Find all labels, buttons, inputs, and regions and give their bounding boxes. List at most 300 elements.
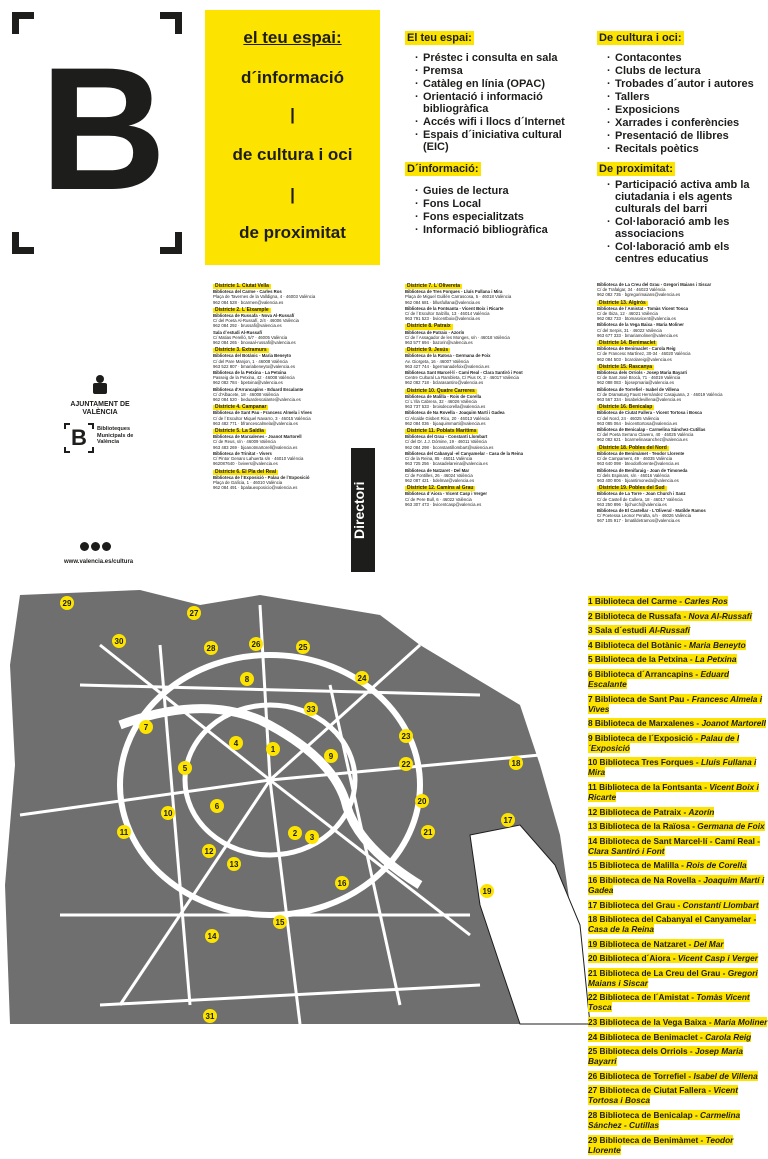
library-contact[interactable]: 962 082 718 · bclarasantiro@valencia.es (405, 380, 484, 386)
legend-library: 16 Biblioteca de Na Rovella - (588, 874, 704, 885)
legend-item (588, 968, 768, 988)
map-marker-23[interactable] (399, 729, 413, 743)
library-contact[interactable]: 962 084 298 · bconstantillombart@valencia.es (405, 444, 494, 450)
library-entry (405, 370, 585, 386)
library-entry (405, 330, 585, 346)
district-heading: Districte 11. Poblats Marítims (407, 428, 477, 435)
library-address: C/ de la Reina, 85 · 46011 València (405, 456, 473, 462)
library-contact[interactable]: 962 084 528 · bcarmen@valencia.es (213, 299, 284, 305)
legend-library: 13 Biblioteca de la Raïosa - (588, 821, 698, 832)
library-entry (597, 508, 768, 524)
library-contact[interactable]: 963 577 694 · bazorin@valencia.es (405, 340, 473, 346)
legend-person: La Petxina (694, 654, 737, 665)
cultura-item: · Trobades d´autor i autores (597, 78, 768, 90)
legend-library: 3 Sala d´estudi (588, 625, 649, 636)
library-name: Biblioteca de Russafa - Nova Al-Russafí (213, 313, 295, 319)
library-name: Sala d´estudi Al-Russafí (213, 329, 263, 335)
legend-person: Maria Moliner (713, 1017, 768, 1028)
espai-item: · Catàleg en línia (OPAC) (405, 78, 585, 90)
library-entry (597, 468, 768, 484)
library-entry (597, 346, 768, 362)
map-marker-14[interactable] (205, 929, 219, 943)
library-address: C/ Matias Perelló, 5/7 · 46005 València (213, 334, 288, 340)
svg-text:8: 8 (244, 675, 250, 684)
legend-item (588, 611, 768, 621)
library-address: C/ Poetessa Leonor Peralta, s/n · 46026 València (597, 513, 692, 519)
library-address: C/ del Poeta Al-Russafí, 2/4 · 46006 València (213, 318, 299, 324)
svg-text:21: 21 (423, 828, 433, 837)
legend-person: Carles Ros (684, 596, 728, 606)
legend-person: Vicent Boix i Ricarte (588, 781, 759, 802)
library-address: Passeig de la Petxina, 42 · 46008 València (213, 375, 295, 381)
map-marker-3[interactable] (305, 830, 319, 844)
library-address: C/ de Reus, s/n · 46009 València (213, 439, 276, 445)
svg-text:23: 23 (401, 732, 411, 741)
corner-bottom-left (12, 232, 34, 254)
map-marker-1[interactable] (266, 742, 280, 756)
legend-item (588, 939, 768, 949)
cultura-item: · Contacontes (597, 52, 768, 64)
library-name: Biblioteca del Botànic - Maria Beneyto (213, 353, 292, 359)
map-marker-24[interactable] (355, 671, 369, 685)
district-heading: Districte 3. Extramurs (215, 347, 267, 354)
legend-library: 6 Biblioteca d´Arrancapins - (588, 668, 701, 679)
library-entry (213, 330, 343, 346)
proximitat-item: · Col·laboració amb els centres educatius (597, 241, 768, 265)
svg-text:2: 2 (292, 829, 298, 838)
svg-text:18: 18 (511, 759, 521, 768)
legend-person: Tomàs Vicent Tosca (588, 992, 750, 1013)
proximitat-title: De proximitat: (599, 163, 673, 175)
library-contact[interactable]: 963 250 896 · bjchurch@valencia.es (597, 501, 667, 507)
informacio-item: · Fons especialitzats (405, 211, 585, 223)
library-name: Biblioteca de Benicalap - Carmelina Sánchez-Cutillas (597, 427, 706, 433)
library-entry (405, 451, 585, 467)
legend-item (588, 875, 768, 895)
library-contact[interactable]: 963 522 807 · bmariabeneyto@valencia.es (213, 363, 295, 369)
library-address: C/ de l´Escultor Miquel Navarro, 3 · 46015 València (213, 415, 311, 421)
map-marker-33[interactable] (304, 702, 318, 716)
map-marker-9[interactable] (324, 749, 338, 763)
map-marker-6[interactable] (210, 799, 224, 813)
website-link[interactable]: www.valencia.es/cultura (64, 559, 134, 565)
svg-text:30: 30 (114, 637, 124, 646)
svg-text:9: 9 (328, 752, 334, 761)
library-entry (405, 289, 585, 305)
legend-person: Josep Maria Bayarri (588, 1046, 743, 1067)
legend-item (588, 1085, 768, 1105)
informacio-item: · Informació bibliogràfica (405, 224, 585, 236)
library-name: Biblioteca dels Orriols - Josep Maria Bayarri (597, 370, 688, 376)
district-heading: Districte 15. Rascanya (599, 363, 653, 370)
district-heading: Districte 7. L´Olivereta (407, 283, 461, 289)
library-contact[interactable]: 962 088 083 · bjosepmaria@valencia.es (597, 380, 674, 386)
corner-top-right (160, 12, 182, 34)
library-name: Biblioteca de Sant Pau - Francesc Almela i Vives (213, 410, 312, 416)
legend-library: 2 Biblioteca de Russafa - (588, 610, 689, 621)
proximitat-list (597, 179, 768, 265)
library-contact[interactable]: 962 082 735 · bgregorimaians@valencia.es (597, 292, 681, 298)
map-marker-10[interactable] (161, 806, 175, 820)
svg-text:15: 15 (275, 918, 285, 927)
legend-person: Francesc Almela i Vives (588, 693, 763, 714)
library-name: Biblioteca de la Petxina - La Petxina (213, 370, 287, 376)
map-marker-21[interactable] (421, 825, 435, 839)
library-address: Plaça de Miguel Guillén Carrascosa, 5 · 46018 València (405, 294, 512, 300)
headline-line1: el teu espai: (243, 28, 342, 47)
library-contact[interactable]: 963 737 533 · broisdecorella@valencia.es (405, 404, 486, 410)
legend-item (588, 1017, 768, 1027)
legend-item (588, 782, 768, 802)
svg-text:6: 6 (214, 802, 220, 811)
library-name: Biblioteca de Trinitat - Vivers (213, 450, 272, 456)
district-heading: Districte 2. L´Eixample (215, 306, 269, 313)
legend-person: Germana de Foix (697, 821, 765, 832)
map-marker-30[interactable] (112, 634, 126, 648)
library-contact[interactable]: 962 084 265 · bnovaal-russafi@valencia.es (213, 340, 296, 346)
svg-text:27: 27 (189, 609, 199, 618)
library-entry (213, 451, 343, 467)
headline-line4: de proximitat (239, 223, 346, 242)
legend-library: 18 Biblioteca del Cabanyal el Canyamelar - (588, 914, 757, 925)
library-contact[interactable]: 962 084 503 · bcarolareig@valencia.es (597, 356, 672, 362)
library-name: Biblioteca del Carme - Carles Ros (213, 289, 282, 295)
library-address: C/ de Castell de Cullera, 18 · 46017 València (597, 496, 683, 502)
map-marker-22[interactable] (399, 757, 413, 771)
legend-person: Teodor Llorente (588, 1134, 734, 1155)
espai-item: · Premsa (405, 65, 585, 77)
map-marker-8[interactable] (240, 672, 254, 686)
library-address: Plaça de Tavernes de la Valldigna, 4 · 46003 València (213, 294, 316, 300)
legend-person: Eduard Escalante (588, 668, 730, 689)
headline-panel (205, 10, 380, 265)
legend-library: 5 Biblioteca de la Petxina - (588, 654, 695, 665)
library-name: Biblioteca de Benifaraig - Joan de Timoneda (597, 467, 688, 473)
legend-library: 24 Biblioteca de Benimaclet - (588, 1031, 706, 1042)
library-address: C/ d'Albacete, 18 · 46008 València (213, 391, 279, 397)
directory-col-3 (597, 282, 768, 525)
legend-item (588, 596, 768, 606)
district-heading: Districte 18. Pobles del Nord (599, 444, 667, 451)
svg-text:13: 13 (229, 860, 239, 869)
map-marker-18[interactable] (509, 756, 523, 770)
svg-text:24: 24 (357, 674, 367, 683)
svg-text:10: 10 (163, 809, 173, 818)
legend-item (588, 654, 768, 664)
legend-library: 22 Biblioteca de l´Amistat - (588, 992, 697, 1003)
library-name: Biblioteca de Torrefiel - Isabel de Villena (597, 386, 679, 392)
legend-item (588, 821, 768, 831)
cultura-item: · Clubs de lectura (597, 65, 768, 77)
map-marker-25[interactable] (296, 640, 310, 654)
legend-item (588, 836, 768, 856)
svg-text:20: 20 (417, 797, 427, 806)
library-contact[interactable]: 962 082 784 · bpetxina@valencia.es (213, 380, 283, 386)
legend-person: Palau de l´Exposició (588, 732, 740, 753)
library-entry (405, 306, 585, 322)
map-marker-15[interactable] (273, 915, 287, 929)
map-marker-7[interactable] (139, 720, 153, 734)
legend-person: Isabel de Villena (693, 1070, 758, 1081)
legend-person: Maria Beneyto (688, 639, 746, 650)
library-entry (213, 289, 343, 305)
legend-person: Azorín (688, 806, 715, 817)
library-contact[interactable]: 962 084 681 · bllusfullana@valencia.es (405, 299, 481, 305)
library-contact[interactable]: 963 725 256 · bcasadelareina@valencia.es (405, 461, 488, 467)
library-name: Biblioteca de Tres Forques - Lluís Fullana i Mira (405, 289, 503, 295)
svg-text:1: 1 (270, 745, 276, 754)
library-contact[interactable]: 963 483 269 · bjoanotmartorell@valencia.es (213, 444, 298, 450)
legend-item (588, 860, 768, 870)
library-address: C/ de Trafalgar, 34 · 46023 València (597, 287, 666, 293)
library-name: Biblioteca de l´Exposició - Palau de l´Exposició (213, 474, 310, 480)
library-name: Biblioteca de l´Amistat - Tomàs Vicent Tosca (597, 305, 688, 311)
legend-person: Clara Santiró i Font (588, 845, 665, 856)
legend-person: Nova Al-Russafí (688, 610, 752, 621)
library-name: Biblioteca de Malilla - Rois de Corella (405, 393, 482, 399)
map-marker-20[interactable] (415, 794, 429, 808)
library-contact[interactable]: 962 082 621 · bcarmelinasanchez@valencia.es (597, 437, 688, 443)
svg-text:4: 4 (233, 739, 239, 748)
legend-library: 9 Biblioteca de l´Exposició - (588, 732, 701, 743)
bibliotecas-name: Biblioteques Municipals de València (97, 426, 134, 445)
svg-text:12: 12 (204, 847, 214, 856)
library-contact[interactable]: 963 307 473 · bvicentcasp@valencia.es (405, 501, 482, 507)
legend-item (588, 900, 768, 910)
map-marker-5[interactable] (178, 761, 192, 775)
legend-library: 21 Biblioteca de La Creu del Grau - (588, 967, 728, 978)
legend-item (588, 953, 768, 963)
legend-item (588, 1135, 768, 1155)
informacio-title: D´informació: (407, 163, 479, 175)
svg-text:29: 29 (62, 599, 72, 608)
map-marker-13[interactable] (227, 857, 241, 871)
library-contact[interactable]: 962 084 520 · beduardescalante@valencia.es (213, 397, 301, 403)
library-entry (597, 491, 768, 507)
library-contact[interactable]: 963 791 523 · bvicentboix@valencia.es (405, 316, 481, 322)
legend-person: Lluís Fullana i Mira (588, 757, 757, 778)
library-entry (405, 468, 585, 484)
library-contact[interactable]: 963 427 744 · bgermanadefoix@valencia.es (405, 363, 490, 369)
library-name: Biblioteca d´Aiora - Vicent Casp i Verger (405, 491, 488, 497)
headline-line2: d´informació (241, 68, 344, 87)
legend-item (588, 914, 768, 934)
svg-text:25: 25 (298, 643, 308, 652)
district-heading: Districte 8. Patraix (407, 323, 451, 330)
library-address: Av. Giorgeta, 16 · 46007 València (405, 358, 469, 364)
library-contact[interactable]: 962 082 733 · btomasvicent@valencia.es (597, 316, 676, 322)
svg-text:31: 31 (205, 1012, 215, 1021)
legend-item (588, 669, 768, 689)
map-marker-16[interactable] (335, 876, 349, 890)
espai-item: · Accés wifi i llocs d´Internet (405, 116, 585, 128)
district-heading: Districte 14. Benimaclet (599, 340, 656, 347)
district-heading: Districte 9. Jesús (407, 347, 449, 354)
legend-library: 19 Biblioteca de Natzaret - (588, 938, 694, 949)
library-contact[interactable]: 962 087 421 · bdelmar@valencia.es (405, 477, 475, 483)
map-marker-29[interactable] (60, 596, 74, 610)
map-marker-12[interactable] (202, 844, 216, 858)
youtube-icon[interactable] (102, 542, 111, 551)
directori-label: Directori (351, 481, 367, 539)
legend-library: 26 Biblioteca de Torrefiel - (588, 1070, 694, 1081)
library-entry (597, 427, 768, 443)
library-name: Biblioteca Sant Marcel·lí - Camí Real - Clara Santiró i Font (405, 370, 523, 376)
library-name: Biblioteca de la Raïosa - Germana de Foix (405, 353, 491, 359)
library-entry (213, 434, 343, 450)
legend-item (588, 1110, 768, 1130)
library-name: Biblioteca de la Vega Baixa - Maria Moliner (597, 322, 684, 328)
legend-library: 23 Biblioteca de la Vega Baixa - (588, 1017, 714, 1028)
district-heading: Districte 5. La Saïdia (215, 428, 264, 435)
legend-library: 12 Biblioteca de Patraix - (588, 806, 689, 817)
library-contact[interactable]: 962 084 036 · bjoaquimmarti@valencia.es (405, 420, 486, 426)
svg-text:3: 3 (309, 833, 315, 842)
svg-text:19: 19 (482, 887, 492, 896)
cultura-item: · Tallers (597, 91, 768, 103)
map-marker-11[interactable] (117, 825, 131, 839)
district-heading: Districte 16. Benicalap (599, 404, 653, 411)
facebook-icon[interactable] (80, 542, 89, 551)
library-contact[interactable]: 963 482 771 · bfrancescalmela@valencia.es (213, 420, 298, 426)
library-address: C/ Pintor Genaro Lahuerta s/n · 46010 València (213, 456, 304, 462)
library-name: Biblioteca de Patraix - Azorín (405, 329, 465, 335)
library-address: C/ del Nord, 24 · 46025 València (597, 415, 660, 421)
legend-item (588, 1046, 768, 1066)
library-entry (597, 370, 768, 386)
legend-library: 10 Biblioteca Tres Forques - (588, 757, 701, 768)
logo-block (0, 0, 200, 265)
svg-text:16: 16 (337, 879, 347, 888)
legend-person: Carmelina Sánchez - Cutillas (588, 1110, 741, 1131)
legend-person: Vicent Casp i Verger (677, 953, 758, 964)
directory-col-1 (213, 282, 343, 491)
legend-library: 27 Biblioteca de Ciutat Fallera - (588, 1085, 714, 1096)
map-marker-19[interactable] (480, 884, 494, 898)
cultura-item: · Recitals poètics (597, 143, 768, 155)
legend (588, 596, 768, 1159)
library-entry (597, 410, 768, 426)
library-contact[interactable]: 962087640 · bvivers@valencia.es (213, 461, 278, 467)
legend-person: Rois de Corella (686, 860, 747, 871)
district-heading: Districte 1. Ciutat Vella (215, 283, 269, 289)
espai-item: · Préstec i consulta en sala (405, 52, 585, 64)
legend-library: 14 Biblioteca de Sant Marcel·lí - Camí Real - (588, 835, 760, 846)
library-entry (213, 313, 343, 329)
legend-person: Carola Reig (705, 1031, 752, 1042)
legend-person: Gregori Maians i Siscar (588, 967, 758, 988)
map-marker-27[interactable] (187, 606, 201, 620)
library-entry (597, 282, 768, 298)
legend-library: 28 Biblioteca de Benicalap - (588, 1110, 701, 1121)
library-address: C/ de Francesc Martínez, 30-34 · 46020 València (597, 351, 691, 357)
headline-sep2: | (290, 185, 295, 204)
legend-library: 15 Biblioteca de Malilla - (588, 860, 687, 871)
library-address: Plaça de Galícia, 1 · 46010 València (213, 479, 283, 485)
library-name: Biblioteca de La Creu del Grau - Gregori Maians i Siscar (597, 282, 712, 287)
map-marker-2[interactable] (288, 826, 302, 840)
library-name: Biblioteca de La Torre - Joan Church i Sanz (597, 491, 686, 497)
city-map (0, 585, 590, 1024)
library-address: C/ del Poeta Serrano Clavero, 40 · 46025 València (597, 432, 694, 438)
library-contact[interactable]: 962 084 292 · brussafi@valencia.es (213, 323, 282, 329)
library-address: C/ de Dramaturg Faust Hernández Casajuana, 2 · 46019 València (597, 391, 723, 397)
legend-person: Constantí Llombart (682, 899, 759, 910)
library-address: C/ Alcalde Gisbert Rico, 20 · 46013 València (405, 415, 490, 421)
district-heading: Districte 19. Pobles del Sud (599, 485, 665, 492)
legend-item (588, 640, 768, 650)
svg-text:7: 7 (143, 723, 149, 732)
headline-sep1: | (290, 105, 295, 124)
proximitat-item: · Participació activa amb la ciutadania i els agents culturals del barri (597, 179, 768, 215)
library-entry (405, 410, 585, 426)
library-name: Biblioteca de la Fontsanta - Vicent Boix i Ricarte (405, 305, 504, 311)
library-entry (213, 475, 343, 491)
library-address: C/ de Campament, 49 · 46035 València (597, 456, 673, 462)
proximitat-item: · Col·laboració amb les associacions (597, 216, 768, 240)
map-marker-31[interactable] (203, 1009, 217, 1023)
library-name: Biblioteca d'Arrancapins - Eduard Escalante (213, 386, 304, 392)
library-contact[interactable]: 963 640 098 · bteodorllorente@valencia.es (597, 461, 680, 467)
library-name: Biblioteca de Na Rovella - Joaquim Martí i Gadea (405, 410, 505, 416)
library-entry (597, 306, 768, 322)
library-address: C/ de Sant José Brocà, 71 · 46019 València (597, 375, 681, 381)
library-address: C/ de Fontilles, 26 · 46024 València (405, 472, 473, 478)
district-heading: Districte 4. Campanar (215, 404, 267, 411)
library-contact[interactable]: 963 085 064 · bvicenttortosa@valencia.es (597, 420, 678, 426)
map-marker-4[interactable] (229, 736, 243, 750)
library-contact[interactable]: 962 084 491 · bpalauexposicio@valencia.es (213, 485, 298, 491)
library-address: C/ L´Illa Cabrera, 32 · 46026 València (405, 399, 477, 405)
coat-of-arms-icon (88, 372, 112, 396)
district-heading: Districte 12. Camins al Grau (407, 485, 474, 492)
social-icons (80, 538, 111, 556)
map-marker-28[interactable] (204, 641, 218, 655)
legend-library: 20 Biblioteca d´Aiora - (588, 953, 678, 964)
library-contact[interactable]: 963 400 806 · bjoantimoneda@valencia.es (597, 477, 679, 483)
legend-library: 11 Biblioteca de la Fontsanta - (588, 781, 710, 792)
legend-library: 7 Biblioteca de Sant Pau - (588, 693, 692, 704)
map-marker-17[interactable] (501, 813, 515, 827)
legend-person: Casa de la Reina (588, 924, 654, 935)
twitter-icon[interactable] (91, 542, 100, 551)
district-heading: Districte 6. El Pla del Real (215, 468, 277, 475)
espai-title: El teu espai: (407, 32, 472, 44)
library-entry (597, 387, 768, 403)
directory-col-2 (405, 282, 585, 508)
library-name: Biblioteca de Ciutat Fallera - Vicent Tortosa i Bosca (597, 410, 702, 416)
informacio-item: · Guies de lectura (405, 185, 585, 197)
legend-item (588, 1032, 768, 1042)
legend-item (588, 625, 768, 635)
library-contact[interactable]: 967 105 917 · bmatildetramos@valencia.es (597, 518, 680, 524)
svg-text:17: 17 (503, 816, 513, 825)
library-name: Biblioteca de Natzaret - Del Mar (405, 467, 470, 473)
library-address: C/ dels Espinars, s/n · 46016 València (597, 472, 670, 478)
library-contact[interactable]: 963 677 333 · bmariamoliner@valencia.es (597, 332, 678, 338)
cultura-item: · Xarrades i conferències (597, 117, 768, 129)
headline-line3: de cultura i oci (232, 145, 353, 164)
legend-library: 17 Biblioteca del Grau - (588, 899, 683, 910)
map-marker-26[interactable] (249, 637, 263, 651)
library-entry (405, 491, 585, 507)
ajuntament-block (60, 372, 150, 417)
library-contact[interactable]: 963 567 334 · bisabeldevillena@valencia.es (597, 397, 682, 403)
library-entry (213, 387, 343, 403)
cultura-title: De cultura i oci: (599, 32, 682, 44)
legend-item (588, 733, 768, 753)
library-entry (213, 410, 343, 426)
